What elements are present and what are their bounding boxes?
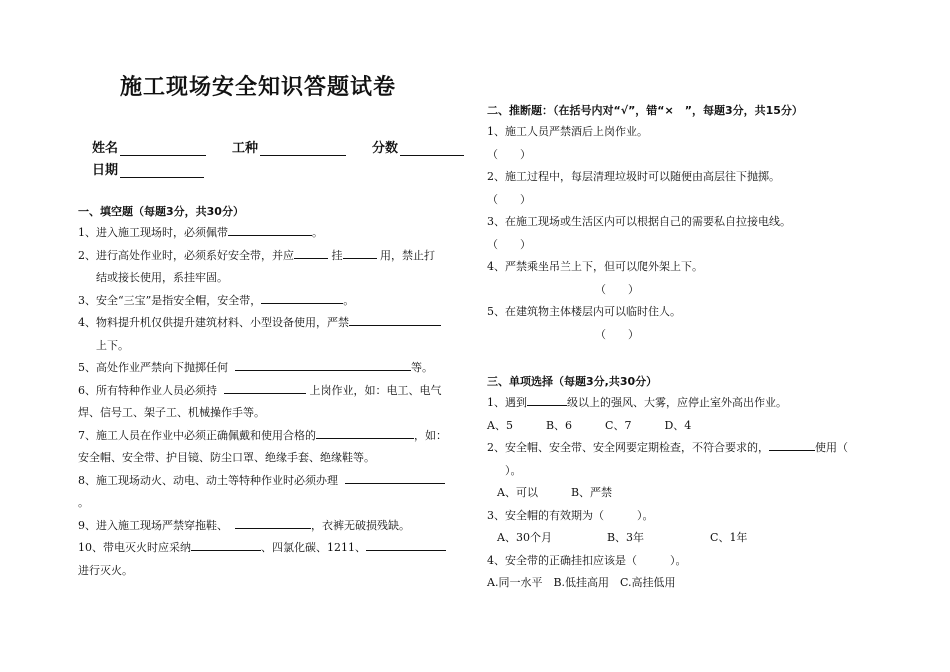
fill-heading: 一、填空题（每题3分，共30分） (78, 205, 244, 218)
choice-q1: 1、遇到 级以上的强风、大雾，应停止室外高出作业。 (487, 392, 887, 415)
student-info (92, 134, 464, 178)
answer-blank[interactable] (228, 222, 312, 236)
job-label: 工种 (232, 141, 259, 156)
answer-blank[interactable] (349, 312, 441, 326)
score-field[interactable] (400, 141, 464, 156)
answer-blank[interactable] (294, 245, 328, 259)
answer-blank[interactable] (235, 515, 311, 529)
fill-q3: 3、安全“三宝”是指安全帽，安全带， 。 (78, 290, 468, 313)
judge-q1-paren[interactable]: （ ） (487, 147, 531, 161)
answer-blank[interactable] (343, 245, 377, 259)
answer-blank[interactable] (527, 392, 567, 406)
fill-q10-cont: 进行灭火。 (78, 563, 133, 577)
fill-q1: 1、进入施工现场时，必须佩带 。 (78, 222, 468, 245)
choice-q2-options[interactable]: A、可以 B、严禁 (497, 486, 613, 499)
choice-q4-options[interactable]: A.同一水平 B.低挂高用 C.高挂低用 (487, 576, 676, 589)
answer-blank[interactable] (191, 537, 261, 551)
choice-q1-options[interactable]: A、5 B、6 C、7 D、4 (487, 418, 692, 432)
page-title: 施工现场安全知识答题试卷 (120, 75, 397, 100)
choice-heading: 三、单项选择（每题3分,共30分） (487, 375, 658, 388)
date-label: 日期 (92, 163, 119, 178)
judge-q2: 2、施工过程中，每层清理垃圾时可以随便由高层往下抛掷。 (487, 170, 780, 183)
judge-section (487, 101, 887, 346)
name-label: 姓名 (92, 141, 119, 156)
fill-q10: 10、带电灭火时应采纳 、四氯化碳、1211、 (78, 537, 468, 560)
fill-q6-cont: 焊、信号工、架子工、机械操作手等。 (78, 406, 265, 419)
judge-q1: 1、施工人员严禁酒后上岗作业。 (487, 125, 648, 138)
fill-q6: 6、所有特种作业人员必须持 上岗作业，如：电工、电气 (78, 380, 468, 403)
job-field[interactable] (260, 141, 346, 156)
fill-section (78, 202, 468, 582)
fill-q4: 4、物料提升机仅供提升建筑材料、小型设备使用，严禁 (78, 312, 468, 335)
name-field[interactable] (120, 141, 206, 156)
fill-q8-cont: 。 (78, 496, 89, 509)
fill-q5: 5、高处作业严禁向下抛掷任何 等。 (78, 357, 468, 380)
judge-q2-paren[interactable]: （ ） (487, 192, 531, 206)
choice-q2-cont: ）。 (505, 463, 522, 477)
answer-blank[interactable] (769, 437, 815, 451)
fill-q2-cont: 结或接长使用，系挂牢固。 (96, 271, 228, 284)
judge-q5-paren[interactable]: （ ） (595, 327, 639, 341)
answer-blank[interactable] (261, 290, 343, 304)
judge-q5: 5、在建筑物主体楼层内可以临时住人。 (487, 305, 681, 318)
answer-blank[interactable] (235, 357, 411, 371)
choice-q3-options[interactable]: A、30个月 B、3年 C、1年 (497, 531, 748, 544)
fill-q8: 8、施工现场动火、动电、动土等特种作业时必须办理 (78, 470, 468, 493)
fill-q7-cont: 安全帽、安全带、护目镜、防尘口罩、绝缘手套、绝缘鞋等。 (78, 451, 375, 464)
fill-q9: 9、进入施工现场严禁穿拖鞋、 ，衣裤无破损残缺。 (78, 515, 468, 538)
choice-q2: 2、安全帽、安全带、安全网要定期检查，不符合要求的， 使用（ (487, 437, 887, 460)
answer-blank[interactable] (224, 380, 306, 394)
fill-q2: 2、进行高处作业时，必须系好安全带，并应 挂 用，禁止打 (78, 245, 468, 268)
choice-q3: 3、安全帽的有效期为（ ）。 (487, 508, 654, 522)
score-label: 分数 (372, 141, 399, 156)
fill-q4-cont: 上下。 (96, 338, 129, 352)
choice-q4: 4、安全带的正确挂扣应该是（ ）。 (487, 553, 687, 567)
judge-q3: 3、在施工现场或生活区内可以根据自己的需要私自拉接电线。 (487, 215, 791, 228)
fill-q7: 7、施工人员在作业中必须正确佩戴和使用合格的 ，如： (78, 425, 468, 448)
answer-blank[interactable] (366, 537, 446, 551)
judge-q3-paren[interactable]: （ ） (487, 237, 531, 251)
answer-blank[interactable] (316, 425, 414, 439)
date-field[interactable] (120, 163, 204, 178)
choice-section (487, 372, 887, 595)
judge-heading: 二、推断题：（在括号内对“√”，错“× ”，每题3分，共15分） (487, 104, 803, 117)
judge-q4-paren[interactable]: （ ） (595, 282, 639, 296)
answer-blank[interactable] (345, 470, 445, 484)
judge-q4: 4、严禁乘坐吊兰上下，但可以爬外架上下。 (487, 260, 703, 273)
